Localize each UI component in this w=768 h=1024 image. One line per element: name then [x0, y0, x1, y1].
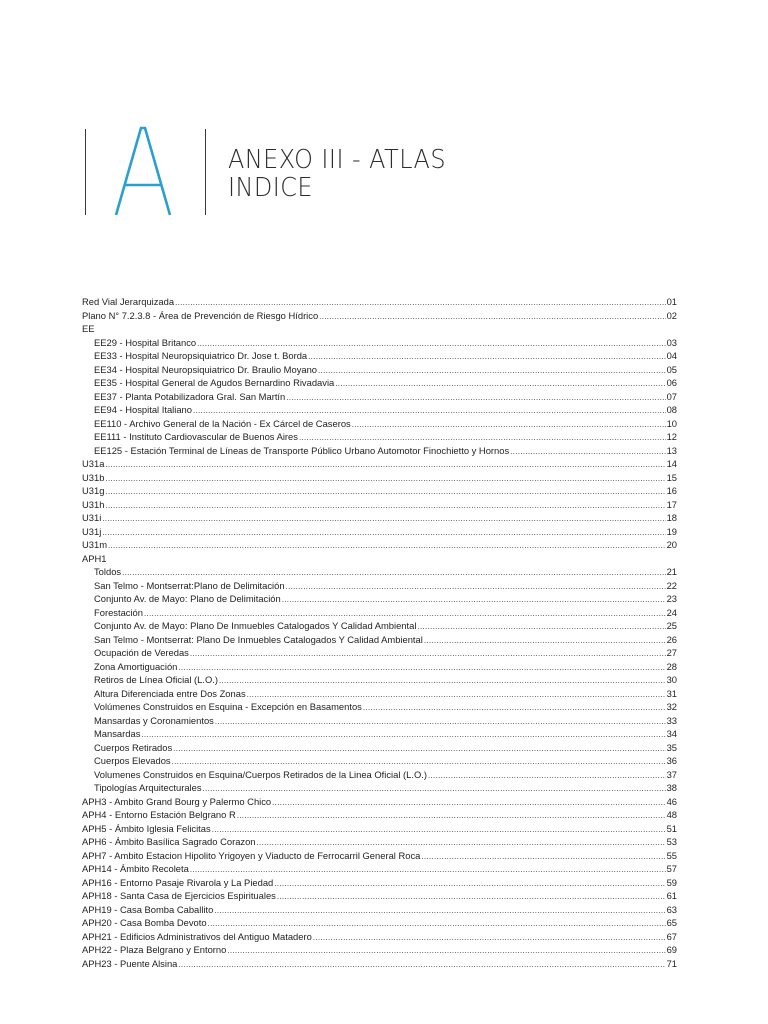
toc-entry-page: 46	[666, 795, 677, 807]
toc-entry-label: EE35 - Hospital General de Agudos Bernardino Rivadavia	[94, 377, 335, 388]
toc-entry-page: 24	[666, 606, 677, 618]
toc-leader-dots	[352, 418, 666, 431]
toc-entry-page: 37	[666, 768, 677, 780]
toc-entry	[82, 619, 677, 633]
toc-entry-label: APH16 - Entorno Pasaje Rivarola y La Piedad	[82, 876, 274, 888]
toc-entry-page: 65	[666, 917, 677, 928]
toc-entry-page: 30	[666, 674, 677, 685]
toc-entry	[82, 916, 677, 930]
toc-leader-dots	[272, 796, 665, 809]
toc-leader-dots	[421, 850, 665, 863]
toc-entry	[82, 363, 677, 377]
toc-entry	[82, 349, 677, 363]
toc-entry	[82, 484, 677, 498]
toc-entry-page: 63	[666, 903, 677, 915]
toc-entry-label: EE94 - Hospital Italiano	[94, 404, 192, 415]
toc-entry-page: 31	[666, 687, 677, 699]
section-letter-a	[112, 125, 174, 217]
toc-entry-label: APH5 - Ámbito Iglesia Felicitas	[82, 822, 211, 834]
toc-entry-page: 61	[666, 890, 677, 901]
toc-entry-page: 10	[666, 417, 677, 429]
toc-entry-label: APH20 - Casa Bomba Devoto	[82, 917, 207, 928]
toc-leader-dots	[105, 472, 665, 485]
toc-leader-dots	[203, 782, 666, 795]
toc-leader-dots	[428, 769, 666, 782]
toc-leader-dots	[227, 944, 665, 957]
toc-entry-page: 04	[666, 350, 677, 361]
toc-entry-label: APH18 - Santa Casa de Ejercicios Espirituales	[82, 890, 276, 901]
toc-entry	[82, 876, 677, 890]
toc-leader-dots	[313, 931, 666, 944]
toc-entry	[82, 673, 677, 687]
toc-entry-label: U31h	[82, 498, 105, 510]
toc-entry	[82, 295, 677, 309]
toc-entry	[82, 727, 677, 741]
toc-entry-page: 22	[666, 579, 677, 591]
toc-entry-label: Conjunto Av. de Mayo: Plano de Delimitación	[94, 593, 281, 604]
toc-leader-dots	[247, 688, 666, 701]
toc-leader-dots	[102, 526, 665, 539]
toc-entry-page: 35	[666, 741, 677, 753]
toc-leader-dots	[193, 404, 666, 417]
toc-entry-label: APH3 - Ambito Grand Bourg y Palermo Chico	[82, 795, 272, 807]
toc-entry-page: 33	[666, 714, 677, 726]
toc-entry-page: 38	[666, 782, 677, 793]
toc-leader-dots	[173, 742, 665, 755]
toc-entry-label: Cuerpos Elevados	[94, 755, 171, 766]
toc-entry-label: U31i	[82, 512, 102, 523]
toc-entry-page: 57	[666, 863, 677, 874]
toc-entry	[82, 457, 677, 471]
toc-entry-label: Mansardas	[94, 728, 141, 739]
toc-entry-page: 53	[666, 836, 677, 847]
toc-leader-dots	[172, 755, 666, 768]
toc-entry-label: Zona Amortiguación	[94, 660, 178, 672]
toc-entry	[82, 309, 677, 323]
toc-entry-label: APH6 - Ámbito Basílica Sagrado Corazon	[82, 836, 256, 847]
toc-entry	[82, 660, 677, 674]
title-line-2: INDICE	[228, 173, 313, 203]
toc-entry	[82, 390, 677, 404]
toc-entry-page: 25	[666, 620, 677, 631]
toc-entry-label: EE125 - Estación Terminal de Líneas de Transporte Público Urbano Automotor Finochietto y Hornos	[94, 444, 510, 456]
toc-entry-label: APH7 - Ambito Estacion Hipolito Yrigoyen y Viaducto de Ferrocarril General Roca	[82, 849, 421, 861]
toc-entry-page: 27	[666, 647, 677, 658]
toc-entry	[82, 957, 677, 971]
toc-leader-dots	[282, 593, 666, 606]
toc-entry-page: 21	[666, 566, 677, 577]
toc-leader-dots	[274, 877, 665, 890]
toc-entry-label: Retiros de Línea Oficial (L.O.)	[94, 674, 219, 685]
toc-entry-page: 08	[666, 404, 677, 415]
toc-leader-dots	[190, 647, 666, 660]
toc-entry-label: U31m	[82, 539, 108, 550]
toc-entry	[82, 903, 677, 917]
toc-entry-page: 71	[666, 957, 677, 969]
toc-leader-dots	[319, 310, 665, 323]
toc-entry-page: 36	[666, 755, 677, 766]
toc-entry	[82, 835, 677, 849]
toc-entry	[82, 930, 677, 944]
toc-entry-label: San Telmo - Montserrat:Plano de Delimitación	[94, 579, 285, 591]
toc-entry-page: 48	[666, 809, 677, 820]
toc-entry-label: APH1	[82, 552, 107, 564]
toc-entry	[82, 862, 677, 876]
toc-leader-dots	[219, 674, 666, 687]
toc-leader-dots	[105, 499, 665, 512]
toc-leader-dots	[102, 512, 665, 525]
table-of-contents	[82, 295, 677, 970]
toc-entry-label: EE111 - Instituto Cardiovascular de Buenos Aires	[94, 431, 298, 442]
toc-leader-dots	[190, 863, 666, 876]
toc-entry	[82, 606, 677, 620]
toc-entry-page: 59	[666, 876, 677, 888]
toc-entry	[82, 633, 677, 647]
toc-entry-label: U31b	[82, 471, 105, 483]
toc-entry	[82, 700, 677, 714]
toc-leader-dots	[144, 607, 666, 620]
toc-entry-label: EE	[82, 323, 95, 334]
toc-entry-label: EE34 - Hospital Neuropsiquiatrico Dr. Braulio Moyano	[94, 363, 318, 375]
toc-entry	[82, 471, 677, 485]
toc-entry-page: 69	[666, 944, 677, 955]
toc-entry	[82, 741, 677, 755]
toc-entry-page: 13	[666, 444, 677, 456]
right-divider	[205, 129, 206, 215]
toc-entry-page: 07	[666, 390, 677, 402]
toc-entry	[82, 781, 677, 795]
toc-leader-dots	[105, 458, 665, 471]
toc-entry	[82, 498, 677, 512]
toc-entry-page: 02	[666, 309, 677, 321]
toc-entry-label: APH21 - Edificios Administrativos del Antiguo Matadero	[82, 930, 312, 942]
toc-entry-page: 67	[666, 930, 677, 942]
toc-entry	[82, 336, 677, 350]
toc-entry	[82, 592, 677, 606]
toc-leader-dots	[286, 580, 666, 593]
toc-entry	[82, 687, 677, 701]
toc-entry-label: APH4 - Entorno Estación Belgrano R	[82, 809, 236, 820]
toc-leader-dots	[108, 539, 666, 552]
toc-entry-page: 01	[666, 296, 677, 307]
toc-entry-page: 05	[666, 363, 677, 375]
toc-entry-label: Forestación	[94, 606, 143, 618]
toc-entry-label: Toldos	[94, 566, 122, 577]
toc-leader-dots	[417, 620, 665, 633]
toc-entry-label: EE110 - Archivo General de la Nación - Ex Cárcel de Caseros	[94, 417, 351, 429]
toc-entry-page: 23	[666, 593, 677, 604]
toc-entry-label: EE29 - Hospital Britanco	[94, 336, 197, 348]
toc-entry-page: 15	[666, 471, 677, 483]
toc-leader-dots	[510, 445, 665, 458]
toc-entry-label: Plano N° 7.2.3.8 - Área de Prevención de Riesgo Hídrico	[82, 309, 319, 321]
toc-leader-dots	[299, 431, 666, 444]
toc-entry	[82, 430, 677, 444]
toc-entry	[82, 849, 677, 863]
toc-entry-label: APH23 - Puente Alsina	[82, 957, 178, 969]
toc-entry-label: Tipologías Arquitecturales	[94, 782, 202, 793]
toc-entry-page: 34	[666, 728, 677, 739]
toc-entry	[82, 795, 677, 809]
toc-leader-dots	[212, 823, 666, 836]
toc-leader-dots	[122, 566, 665, 579]
toc-leader-dots	[277, 890, 666, 903]
toc-leader-dots	[105, 485, 665, 498]
toc-leader-dots	[175, 296, 665, 309]
toc-leader-dots	[308, 350, 665, 363]
toc-entry	[82, 889, 677, 903]
toc-leader-dots	[257, 836, 666, 849]
toc-entry-label: U31g	[82, 485, 105, 496]
toc-entry-label: Cuerpos Retirados	[94, 741, 173, 753]
toc-entry-page: 28	[666, 660, 677, 672]
toc-entry-label: Altura Diferenciada entre Dos Zonas	[94, 687, 246, 699]
page-title	[228, 146, 446, 202]
toc-entry-label: San Telmo - Montserrat: Plano De Inmuebles Catalogados Y Calidad Ambiental	[94, 633, 423, 645]
toc-entry-label: EE33 - Hospital Neuropsiquiatrico Dr. Jose t. Borda	[94, 350, 308, 361]
toc-leader-dots	[318, 364, 666, 377]
toc-entry-page: 19	[666, 525, 677, 537]
toc-entry-page: 55	[666, 849, 677, 861]
toc-entry-page: 51	[666, 822, 677, 834]
toc-leader-dots	[178, 661, 665, 674]
toc-entry-page: 18	[666, 512, 677, 523]
toc-entry	[82, 444, 677, 458]
toc-entry	[82, 403, 677, 417]
toc-entry	[82, 322, 677, 336]
toc-leader-dots	[424, 634, 666, 647]
toc-entry-label: Ocupación de Veredas	[94, 647, 189, 658]
toc-entry	[82, 565, 677, 579]
toc-entry	[82, 511, 677, 525]
toc-leader-dots	[214, 904, 665, 917]
toc-entry	[82, 808, 677, 822]
toc-entry-page: 16	[666, 485, 677, 496]
toc-entry	[82, 646, 677, 660]
toc-entry-page: 32	[666, 701, 677, 712]
toc-leader-dots	[335, 377, 665, 390]
toc-entry	[82, 525, 677, 539]
toc-entry-label: Volumenes Construidos en Esquina/Cuerpos Retirados de la Linea Oficial (L.O.)	[94, 768, 427, 780]
toc-entry	[82, 754, 677, 768]
toc-entry-page: 14	[666, 458, 677, 469]
toc-entry-label: U31j	[82, 525, 102, 537]
toc-entry-label: EE37 - Planta Potabilizadora Gral. San Martín	[94, 390, 286, 402]
toc-entry-label: Mansardas y Coronamientos	[94, 714, 214, 726]
toc-entry-page: 17	[666, 498, 677, 510]
toc-entry	[82, 579, 677, 593]
section-letter-text: A	[112, 125, 113, 126]
toc-entry-page: 26	[666, 633, 677, 645]
toc-leader-dots	[197, 337, 665, 350]
toc-entry	[82, 768, 677, 782]
toc-entry	[82, 552, 677, 566]
toc-entry-page: 03	[666, 336, 677, 348]
toc-leader-dots	[178, 958, 665, 971]
toc-entry	[82, 376, 677, 390]
toc-entry-label: APH14 - Ámbito Recoleta	[82, 863, 189, 874]
toc-entry-page: 06	[666, 377, 677, 388]
toc-leader-dots	[141, 728, 665, 741]
toc-leader-dots	[363, 701, 666, 714]
toc-leader-dots	[286, 391, 665, 404]
toc-entry-label: Conjunto Av. de Mayo: Plano De Inmuebles Catalogados Y Calidad Ambiental	[94, 620, 417, 631]
toc-entry-label: Red Vial Jerarquizada	[82, 296, 175, 307]
toc-entry-page: 20	[666, 539, 677, 550]
toc-entry	[82, 538, 677, 552]
toc-entry	[82, 943, 677, 957]
toc-entry-label: U31a	[82, 458, 105, 469]
toc-entry	[82, 714, 677, 728]
toc-entry	[82, 822, 677, 836]
toc-leader-dots	[237, 809, 666, 822]
toc-entry	[82, 417, 677, 431]
toc-entry-page: 12	[666, 431, 677, 442]
toc-entry-label: APH22 - Plaza Belgrano y Entorno	[82, 944, 227, 955]
left-divider	[85, 129, 86, 215]
toc-leader-dots	[208, 917, 666, 930]
toc-entry-label: Volúmenes Construidos en Esquina - Excepción en Basamentos	[94, 701, 362, 712]
title-line-1: ANEXO III - ATLAS	[228, 145, 447, 175]
toc-entry-label: APH19 - Casa Bomba Caballito	[82, 903, 214, 915]
toc-leader-dots	[215, 715, 666, 728]
